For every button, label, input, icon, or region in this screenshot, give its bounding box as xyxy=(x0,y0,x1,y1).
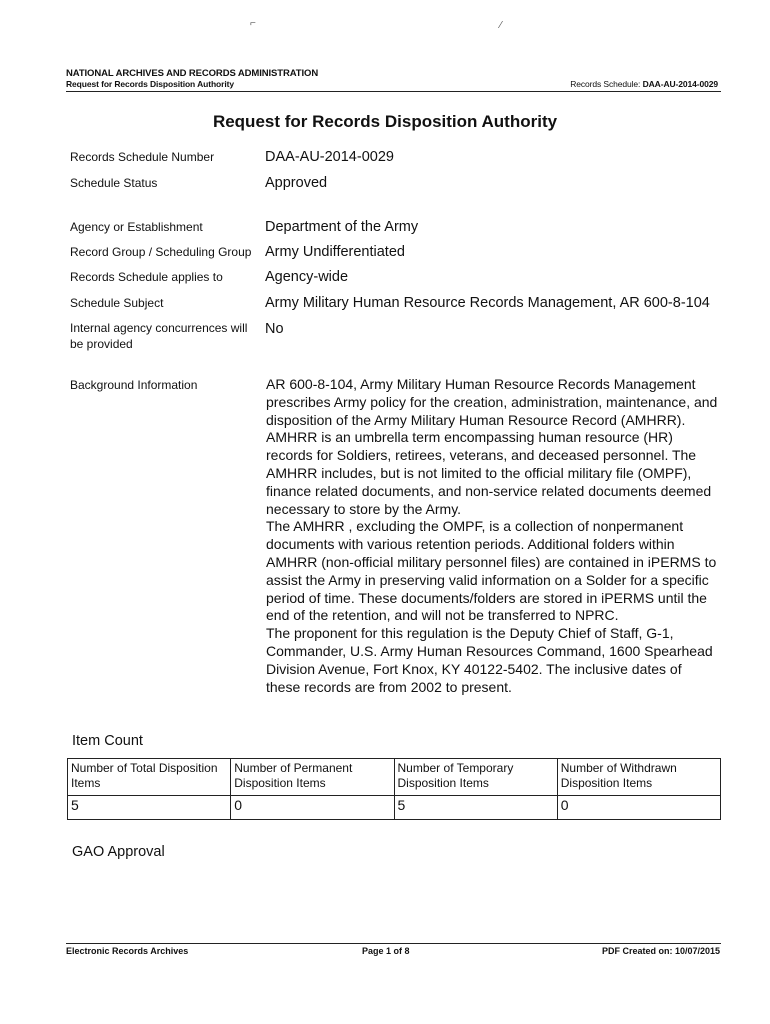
table-header-row xyxy=(68,759,721,796)
item-count-heading: Item Count xyxy=(72,733,143,749)
background-paragraph: AR 600-8-104, Army Military Human Resource Records Management prescribes Army policy for the creation, administration, maintenance, and disposition of the Army Military Human Resource Record (AMHRR). AMHRR is an umbrella term encompassing human resource (HR) records for Soldiers, retirees, veterans, and deceased personnel. The AMHRR includes, but is not limited to the official military file (OMPF), finance related documents, and non-service related documents deemed necessary to store by the Army. xyxy=(266,376,718,517)
header-agency: NATIONAL ARCHIVES AND RECORDS ADMINISTRATION xyxy=(66,68,319,79)
schedule-number-label: Records Schedule Number xyxy=(70,150,215,164)
applies-to-label: Records Schedule applies to xyxy=(70,270,223,284)
table-cell: 5 xyxy=(68,796,231,820)
table-row xyxy=(68,796,721,820)
footer-created-date: PDF Created on: 10/07/2015 xyxy=(601,946,720,956)
applies-to-value: Agency-wide xyxy=(265,269,349,285)
record-group-label: Record Group / Scheduling Group xyxy=(70,245,252,259)
footer-page-number: Page 1 of 8 xyxy=(362,946,410,956)
table-header-cell: Number of Temporary Disposition Items xyxy=(394,759,557,796)
gao-approval-heading: GAO Approval xyxy=(72,844,165,860)
table-header-cell: Number of Total Disposition Items xyxy=(68,759,231,796)
scan-mark: ⁄ xyxy=(500,20,502,31)
table-header-cell: Number of Permanent Disposition Items xyxy=(231,759,394,796)
agency-value: Department of the Army xyxy=(265,219,419,235)
background-text xyxy=(266,376,718,696)
table-cell: 0 xyxy=(231,796,394,820)
schedule-subject-label: Schedule Subject xyxy=(70,296,164,310)
concurrences-label: Internal agency concurrences will be provided xyxy=(70,321,248,351)
concurrences-value: No xyxy=(265,321,284,337)
background-paragraph: The AMHRR , excluding the OMPF, is a collection of nonpermanent documents with various retention periods. Additional folders within AMHRR (non-official military personnel files) are contained in iPERMS to assist the Army in preserving valid information on a Solder for a specific period of time. These documents/folders are stored in iPERMS until the end of the retention, and will not be transferred to NPRC. xyxy=(266,518,717,624)
table-header-cell: Number of Withdrawn Disposition Items xyxy=(557,759,720,796)
schedule-number-value: DAA-AU-2014-0029 xyxy=(265,149,394,165)
agency-label: Agency or Establishment xyxy=(70,220,203,234)
background-label: Background Information xyxy=(70,378,198,392)
background-paragraph: The proponent for this regulation is the Deputy Chief of Staff, G-1, Commander, U.S. Army Human Resources Command, 1600 Spearhead Division Avenue, Fort Knox, KY 40122-5402. The inclusive dates of these records are from 2002 to present. xyxy=(266,625,713,695)
header-schedule-label: Records Schedule: xyxy=(570,79,643,89)
record-group-value: Army Undifferentiated xyxy=(265,244,405,260)
header-rule xyxy=(66,91,721,92)
header-schedule xyxy=(570,79,718,89)
schedule-status-label: Schedule Status xyxy=(70,176,158,190)
schedule-subject-value: Army Military Human Resource Records Management, AR 600-8-104 xyxy=(265,295,710,311)
page-title: Request for Records Disposition Authority xyxy=(212,112,558,131)
item-count-table xyxy=(67,758,721,820)
footer-rule xyxy=(66,943,721,944)
schedule-status-value: Approved xyxy=(265,175,328,191)
header-schedule-number: DAA-AU-2014-0029 xyxy=(642,79,718,89)
table-cell: 5 xyxy=(394,796,557,820)
header-subtitle: Request for Records Disposition Authority xyxy=(66,79,234,89)
footer-left: Electronic Records Archives xyxy=(66,946,189,956)
table-cell: 0 xyxy=(557,796,720,820)
scan-mark: ⌐ xyxy=(250,18,256,29)
